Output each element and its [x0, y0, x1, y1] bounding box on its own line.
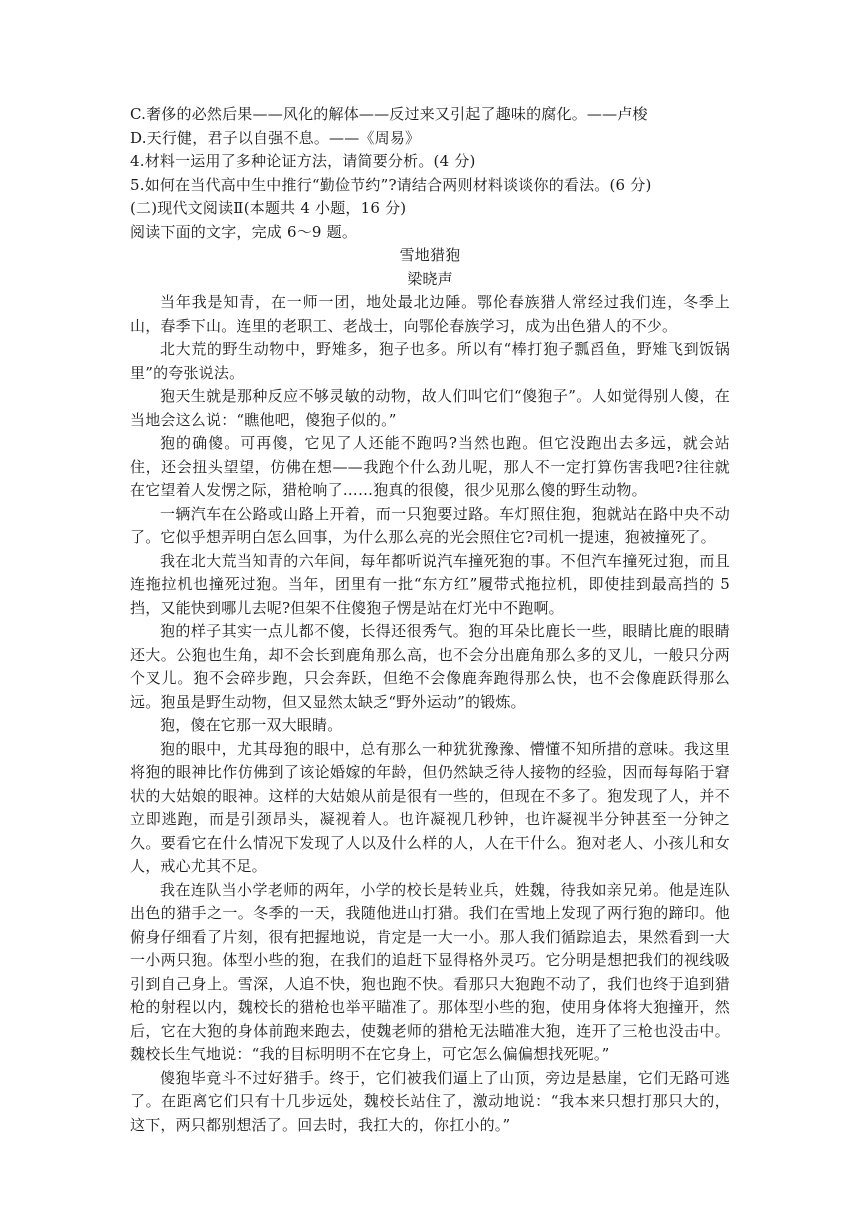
section-header: (二)现代文阅读Ⅱ(本题共 4 小题，16 分) — [130, 199, 407, 217]
article-paragraph: 狍的样子其实一点儿都不傻，长得还很秀气。狍的耳朵比鹿长一些，眼睛比鹿的眼睛还大。公狍也生角，却不会长到鹿角那么高，也不会分出鹿角那么多的叉儿，一般只分两个叉儿。狍不会碎步跑，只会奔跃，但绝不会像鹿奔跑得那么快，也不会像鹿跃得那么远。狍虽是野生动物，但又显然太缺乏“野外运动”的锻炼。 — [130, 622, 730, 711]
article-paragraph: 傻狍毕竟斗不过好猎手。终于，它们被我们逼上了山顶，旁边是悬崖，它们无路可逃了。在距离它们只有十几步远处，魏校长站住了，激动地说：“我本来只想打那只大的，这下，两只都别想活了。回去时，我扛大的，你扛小的。” — [130, 1068, 730, 1134]
article-title: 雪地猎狍 — [399, 246, 461, 264]
article-paragraph: 狍的确傻。可再傻，它见了人还能不跑吗?当然也跑。但它没跑出去多远，就会站住，还会扭头望望，仿佛在想——我跑个什么劲儿呢，那人不一定打算伤害我吧?往往就在它望着人发愣之际，猎枪响了……狍真的很傻，很少见那么傻的野生动物。 — [130, 434, 730, 499]
article-author: 梁晓声 — [407, 269, 453, 288]
article-paragraph: 我在连队当小学老师的两年，小学的校长是转业兵，姓魏，待我如亲兄弟。他是连队出色的猎手之一。冬季的一天，我随他进山打猎。我们在雪地上发现了两行狍的蹄印。他俯身仔细看了片刻，很有把握地说，肯定是一大一小。那人我们循踪追去，果然看到一大一小两只狍。体型小些的狍，在我们的追赶下显得格外灵巧。它分明是想把我们的视线吸引到自己身上。雪深，人追不快，狍也跑不快。看那只大狍跑不动了，我们也终于追到猎枪的射程以内，魏校长的猎枪也举平瞄准了。那体型小些的狍，使用身体将大狍撞开，然后，它在大狍的身体前跑来跑去，使魏老师的猎枪无法瞄准大狍，连开了三枪也没击中。魏校长生气地说：“我的目标明明不在它身上，可它怎么偏偏想找死呢。” — [130, 880, 730, 1063]
article-paragraph: 我在北大荒当知青的六年间，每年都听说汽车撞死狍的事。不但汽车撞死过狍，而且连拖拉机也撞死过狍。当年，团里有一批“东方红”履带式拖拉机，即使挂到最高挡的 5 挡，又能快到哪儿去呢?但架不住傻狍子愣是站在灯光中不跑啊。 — [130, 551, 730, 617]
question-5: 5.如何在当代高中生中推行“勤俭节约”?请结合两则材料谈谈你的看法。(6 分) — [130, 175, 652, 194]
article-paragraph: 狍天生就是那种反应不够灵敏的动物，故人们叫它们“傻狍子”。人如觉得别人傻，在当地会这么说：“瞧他吧，傻狍子似的。” — [130, 387, 730, 429]
article-paragraph: 当年我是知青，在一师一团，地处最北边陲。鄂伦春族猎人常经过我们连，冬季上山，春季下山。连里的老职工、老战士，向鄂伦春族学习，成为出色猎人的不少。 — [130, 293, 730, 335]
article-paragraph: 狍的眼中，尤其母狍的眼中，总有那么一种犹犹豫豫、懵懂不知所措的意味。我这里将狍的眼神比作仿佛到了该论婚嫁的年龄，但仍然缺乏待人接物的经验，因而每每陷于窘状的大姑娘的眼神。这样的大姑娘从前是很有一些的，但现在不多了。狍发现了人，并不立即逃跑，而是引颈昂头，凝视着人。也许凝视几秒钟，也许凝视半分钟甚至一分钟之久。要看它在什么情况下发现了人以及什么样的人，人在干什么。狍对老人、小孩儿和女人，戒心尤其不足。 — [130, 739, 730, 875]
article-paragraph: 北大荒的野生动物中，野雉多，狍子也多。所以有“棒打狍子瓢舀鱼，野雉飞到饭锅里”的夸张说法。 — [130, 340, 730, 382]
article-paragraph: 狍，傻在它那一双大眼睛。 — [160, 716, 343, 734]
question-4: 4.材料一运用了多种论证方法，请简要分析。(4 分) — [130, 152, 476, 170]
reading-instruction: 阅读下面的文字，完成 6～9 题。 — [130, 222, 358, 241]
article-paragraph: 一辆汽车在公路或山路上开着，而一只狍要过路。车灯照住狍，狍就站在路中央不动了。它似乎想弄明白怎么回事，为什么那么亮的光会照住它?司机一提速，狍被撞死了。 — [130, 504, 730, 546]
option-d: D.天行健，君子以自强不息。——《周易》 — [130, 128, 421, 147]
option-c: C.奢侈的必然后果——风化的解体——反过来又引起了趣味的腐化。——卢梭 — [130, 105, 648, 123]
document-content — [130, 103, 730, 1137]
